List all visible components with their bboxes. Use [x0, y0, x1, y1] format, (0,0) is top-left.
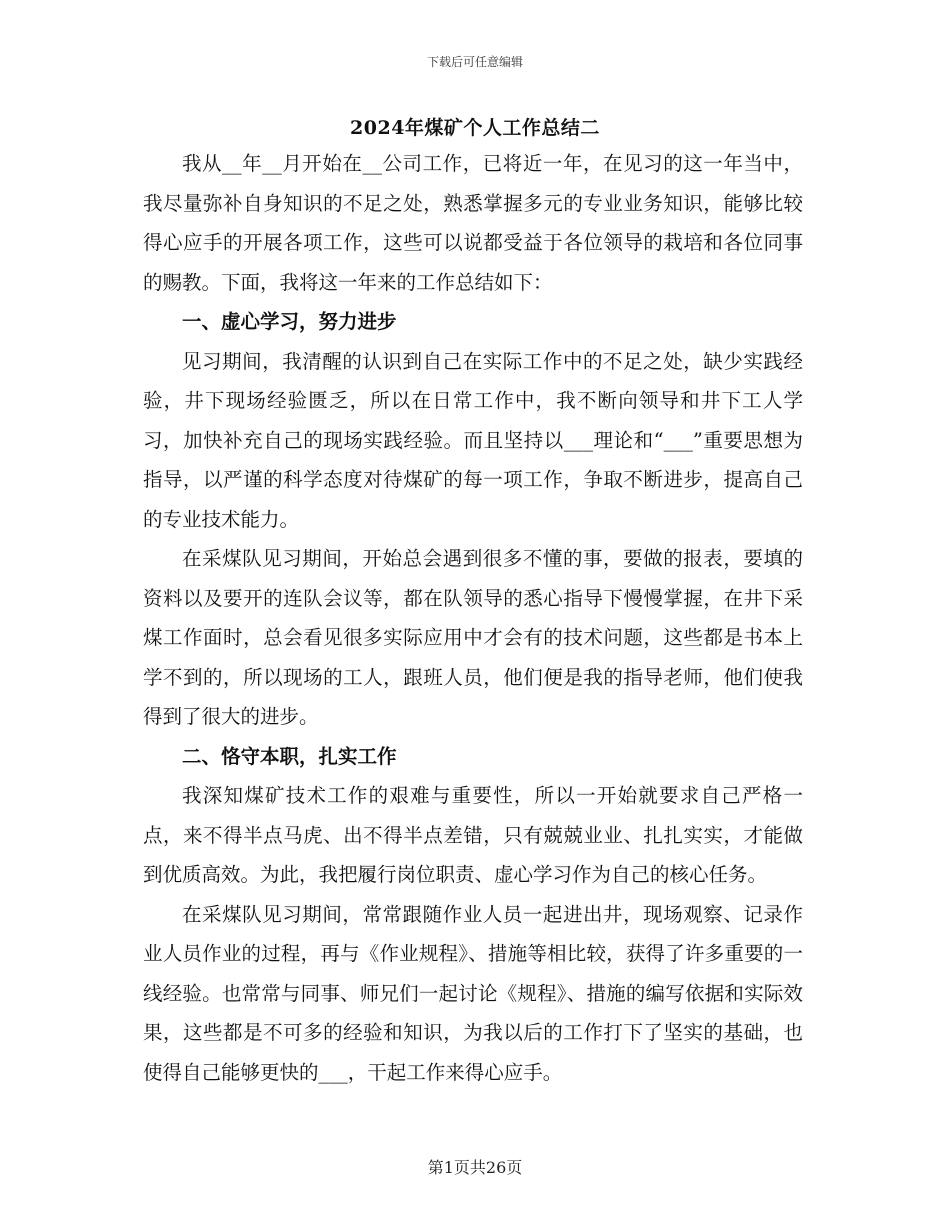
section1-paragraph-1: 见习期间，我清醒的认识到自己在实际工作中的不足之处，缺少实践经验，井下现场经验匮乏，所以在日常工作中，我不断向领导和井下工人学习，加快补充自己的现场实践经验。而且坚持以___理论和“___”重要思想为指导，以严谨的科学态度对待煤矿的每一项工作，争取不断进步，提高自己的专业技术能力。: [143, 349, 803, 531]
section-heading-1: 一、虚心学习，努力进步: [182, 310, 397, 333]
section1-paragraph-2: 在采煤队见习期间，开始总会遇到很多不懂的事，要做的报表，要填的资料以及要开的连队会议等，都在队领导的悉心指导下慢慢掌握，在井下采煤工作面时，总会看见很多实际应用中才会有的技术问题，这些都是书本上学不到的，所以现场的工人，跟班人员，他们便是我的指导老师，他们使我得到了很大的进步。: [143, 547, 803, 728]
intro-paragraph: 我从__年__月开始在__公司工作，已将近一年，在见习的这一年当中，我尽量弥补自身知识的不足之处，熟悉掌握多元的专业业务知识，能够比较得心应手的开展各项工作，这些可以说都受益于各位领导的栽培和各位同事的赐教。下面，我将这一年来的工作总结如下：: [143, 152, 803, 294]
page-number-footer: 第1页共26页: [427, 1158, 523, 1177]
section2-paragraph-1: 我深知煤矿技术工作的艰难与重要性，所以一开始就要求自己严格一点，来不得半点马虎、出不得半点差错，只有兢兢业业、扎扎实实，才能做到优质高效。为此，我把履行岗位职责、虚心学习作为自己的核心任务。: [143, 784, 803, 886]
document-title: 2024年煤矿个人工作总结二: [350, 117, 600, 139]
section-heading-2: 二、恪守本职，扎实工作: [182, 744, 397, 768]
section2-paragraph-2: 在采煤队见习期间，常常跟随作业人员一起进出井，现场观察、记录作业人员作业的过程，再与《作业规程》、措施等相比较，获得了许多重要的一线经验。也常常与同事、师兄们一起讨论《规程》、措施的编写依据和实际效果，这些都是不可多的经验和知识，为我以后的工作打下了坚实的基础，也使得自己能够更快的___，干起工作来得心应手。: [143, 902, 803, 1084]
document-body: [143, 144, 803, 1092]
page-header-note: 下载后可任意编辑: [426, 55, 523, 69]
